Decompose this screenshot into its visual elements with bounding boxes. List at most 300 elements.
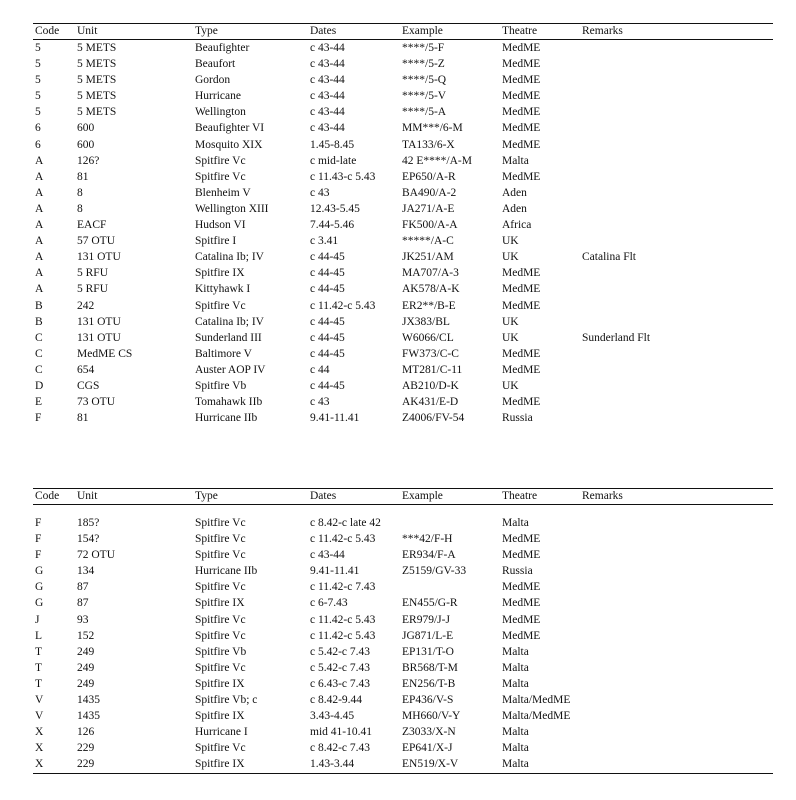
table-row bbox=[33, 88, 773, 104]
cell-type: Spitfire IX bbox=[193, 756, 308, 773]
cell-code: T bbox=[35, 661, 43, 674]
cell-theatre: Malta bbox=[502, 517, 529, 529]
cell-unit: 249 bbox=[77, 677, 95, 690]
cell-remarks bbox=[580, 201, 773, 217]
header-code: Code bbox=[33, 24, 75, 40]
table-row bbox=[33, 628, 773, 644]
cell-dates: c 11.42-c 5.43 bbox=[310, 299, 376, 312]
cell-example: EP131/T-O bbox=[402, 645, 454, 658]
cell-type: Wellington XIII bbox=[195, 202, 269, 215]
cell-code: C bbox=[35, 331, 43, 344]
header-unit: Unit bbox=[75, 24, 193, 40]
cell-example: JA271/A-E bbox=[402, 202, 455, 215]
cell-type: Hurricane I bbox=[195, 726, 248, 739]
cell-code: 6 bbox=[35, 138, 41, 151]
cell-unit: 600 bbox=[77, 138, 95, 151]
cell-remarks bbox=[580, 281, 773, 297]
table-row bbox=[33, 185, 773, 201]
cell-type: Spitfire Vb bbox=[195, 645, 247, 658]
cell-type: Spitfire Vc bbox=[195, 517, 246, 529]
cell-type: Spitfire Vc bbox=[195, 299, 246, 312]
table-row bbox=[33, 394, 773, 410]
cell-theatre: Malta bbox=[502, 742, 529, 755]
cell-example: ****/5-V bbox=[402, 90, 447, 103]
table-row bbox=[33, 298, 773, 314]
table-row bbox=[33, 217, 773, 233]
cell-example: BA490/A-2 bbox=[402, 186, 457, 199]
cell-unit: 93 bbox=[77, 613, 89, 626]
cell-type: Spitfire Vc bbox=[195, 581, 246, 594]
cell-remarks bbox=[580, 579, 773, 595]
cell-code: V bbox=[35, 694, 44, 707]
cell-remarks bbox=[580, 88, 773, 104]
cell-type: Catalina Ib; IV bbox=[195, 251, 264, 264]
cell-theatre: Malta bbox=[502, 677, 529, 690]
cell-example: ****/5-A bbox=[402, 106, 447, 119]
cell-unit: 5 METS bbox=[77, 74, 117, 87]
cell-theatre: Malta/MedME bbox=[502, 694, 571, 707]
cell-code: A bbox=[35, 219, 44, 232]
cell-theatre: MedME bbox=[502, 267, 541, 280]
header-code: Code bbox=[33, 489, 75, 505]
table-row bbox=[33, 563, 773, 579]
cell-code: 6 bbox=[35, 122, 41, 135]
cell-unit: 229 bbox=[77, 742, 95, 755]
cell-example: ER934/F-A bbox=[402, 549, 456, 562]
cell-theatre: Africa bbox=[502, 219, 532, 232]
cell-example: EN455/G-R bbox=[402, 597, 458, 610]
cell-unit: 8 bbox=[77, 202, 83, 215]
cell-theatre: Malta/MedME bbox=[502, 710, 571, 723]
cell-example: FW373/C-C bbox=[402, 347, 459, 360]
cell-type: Spitfire Vc bbox=[195, 533, 246, 546]
cell-theatre: Aden bbox=[502, 202, 527, 215]
cell-type: Spitfire Vc bbox=[195, 629, 246, 642]
cell-dates: 9.41-11.41 bbox=[310, 565, 360, 578]
cell-code: T bbox=[35, 645, 43, 658]
cell-unit: 600 bbox=[77, 122, 95, 135]
header-dates: Dates bbox=[308, 24, 400, 40]
cell-example: EP436/V-S bbox=[402, 694, 454, 707]
cell-unit: 5 RFU bbox=[77, 267, 108, 280]
cell-example: MM***/6-M bbox=[402, 122, 463, 135]
cell-unit: 131 OTU bbox=[77, 331, 121, 344]
cell-code: G bbox=[35, 581, 44, 594]
cell-type: Blenheim V bbox=[195, 186, 251, 199]
cell-example: JG871/L-E bbox=[402, 629, 454, 642]
cell-type: Spitfire IX bbox=[195, 677, 245, 690]
header-example: Example bbox=[400, 24, 500, 40]
cell-example: MT281/C-11 bbox=[402, 363, 463, 376]
cell-type: Baltimore V bbox=[195, 347, 252, 360]
cell-remarks: Catalina Flt bbox=[582, 251, 636, 264]
cell-dates: c 44-45 bbox=[310, 267, 345, 280]
cell-type: Spitfire Vc bbox=[195, 661, 246, 674]
cell-dates: c 43-44 bbox=[310, 106, 345, 119]
cell-remarks bbox=[580, 505, 773, 532]
cell-dates: mid 41-10.41 bbox=[310, 726, 372, 739]
cell-type: Spitfire Vc bbox=[195, 613, 246, 626]
cell-type: Beaufighter VI bbox=[195, 122, 265, 135]
cell-code: F bbox=[35, 549, 42, 562]
cell-code: 5 bbox=[35, 42, 41, 54]
table-row bbox=[33, 692, 773, 708]
cell-dates: c mid-late bbox=[310, 154, 357, 167]
cell-unit: 134 bbox=[77, 565, 95, 578]
cell-theatre: MedME bbox=[502, 106, 541, 119]
table-row bbox=[33, 153, 773, 169]
cell-unit: 5 RFU bbox=[77, 283, 108, 296]
table-row bbox=[33, 56, 773, 72]
cell-remarks: Sunderland Flt bbox=[582, 331, 651, 344]
cell-unit: 131 OTU bbox=[77, 315, 121, 328]
cell-code: E bbox=[35, 396, 43, 409]
cell-code: X bbox=[35, 742, 44, 755]
cell-remarks bbox=[580, 40, 773, 57]
header-type: Type bbox=[193, 24, 308, 40]
table-row bbox=[33, 410, 773, 426]
cell-example: MA707/A-3 bbox=[402, 267, 459, 280]
header-type: Type bbox=[193, 489, 308, 505]
cell-unit: CGS bbox=[77, 379, 100, 392]
cell-example: *****/A-C bbox=[402, 235, 454, 248]
cell-remarks bbox=[580, 740, 773, 756]
table-row bbox=[33, 362, 773, 378]
cell-unit: 81 bbox=[77, 412, 89, 425]
cell-type: Spitfire Vb bbox=[195, 379, 247, 392]
cell-example bbox=[400, 579, 500, 595]
cell-type: Sunderland III bbox=[195, 331, 262, 344]
cell-dates: c 43-44 bbox=[310, 90, 345, 103]
cell-type: Beaufighter bbox=[195, 42, 250, 54]
cell-dates: c 8.42-c 7.43 bbox=[310, 742, 371, 755]
header-remarks: Remarks bbox=[580, 24, 773, 40]
table-row bbox=[33, 547, 773, 563]
cell-dates: c 44-45 bbox=[310, 283, 345, 296]
cell-dates: 7.44-5.46 bbox=[310, 219, 355, 232]
cell-code: A bbox=[35, 235, 44, 248]
cell-type: Spitfire IX bbox=[195, 710, 245, 723]
cell-code: 5 bbox=[35, 74, 41, 87]
cell-example bbox=[400, 505, 500, 532]
header-theatre: Theatre bbox=[500, 24, 580, 40]
cell-type: Spitfire Vb; c bbox=[195, 694, 258, 707]
cell-dates: c 44-45 bbox=[310, 347, 345, 360]
cell-example: JX383/BL bbox=[402, 315, 450, 328]
cell-unit: EACF bbox=[77, 219, 107, 232]
code-table-part-2 bbox=[33, 488, 773, 774]
table-row bbox=[33, 346, 773, 362]
cell-type: Hurricane IIb bbox=[195, 412, 258, 425]
table-row bbox=[33, 756, 773, 773]
cell-example: W6066/CL bbox=[402, 331, 454, 344]
cell-remarks bbox=[580, 217, 773, 233]
cell-dates: c 43 bbox=[310, 396, 330, 409]
cell-dates: c 43-44 bbox=[310, 122, 345, 135]
cell-dates: c 11.42-c 5.43 bbox=[310, 613, 376, 626]
cell-dates: 1.43-3.44 bbox=[308, 756, 400, 773]
table-row bbox=[33, 676, 773, 692]
cell-dates: 3.43-4.45 bbox=[310, 710, 355, 723]
cell-unit: 72 OTU bbox=[77, 549, 116, 562]
cell-remarks bbox=[580, 410, 773, 426]
table-row bbox=[33, 120, 773, 136]
table-row bbox=[33, 169, 773, 185]
cell-remarks bbox=[580, 298, 773, 314]
cell-remarks bbox=[580, 644, 773, 660]
cell-remarks bbox=[580, 56, 773, 72]
cell-code: A bbox=[35, 267, 44, 280]
cell-theatre: MedME bbox=[502, 347, 541, 360]
cell-remarks bbox=[580, 547, 773, 563]
cell-code: D bbox=[35, 379, 44, 392]
cell-code: T bbox=[35, 677, 43, 690]
table-header bbox=[33, 489, 773, 505]
table-row bbox=[33, 644, 773, 660]
cell-theatre: Aden bbox=[502, 186, 527, 199]
cell-theatre: MedME bbox=[502, 629, 541, 642]
cell-example: BR568/T-M bbox=[402, 661, 458, 674]
cell-type: Kittyhawk I bbox=[195, 283, 251, 296]
cell-dates: c 6.43-c 7.43 bbox=[310, 677, 371, 690]
cell-remarks bbox=[580, 692, 773, 708]
table-row bbox=[33, 72, 773, 88]
cell-example: EN256/T-B bbox=[402, 677, 456, 690]
table-row bbox=[33, 595, 773, 611]
cell-theatre: Malta bbox=[502, 645, 529, 658]
cell-unit: 87 bbox=[77, 597, 89, 610]
cell-code: X bbox=[35, 726, 44, 739]
table-row bbox=[33, 378, 773, 394]
cell-type: Spitfire IX bbox=[195, 597, 245, 610]
table-row bbox=[33, 579, 773, 595]
cell-example: EN519/X-V bbox=[400, 756, 500, 773]
cell-dates: 12.43-5.45 bbox=[310, 202, 360, 215]
cell-code: C bbox=[35, 347, 43, 360]
cell-remarks bbox=[580, 169, 773, 185]
cell-type: Beaufort bbox=[195, 58, 236, 71]
cell-dates: c 5.42-c 7.43 bbox=[310, 645, 371, 658]
cell-example: EP650/A-R bbox=[402, 170, 456, 183]
cell-code: A bbox=[35, 251, 44, 264]
cell-unit: 126 bbox=[77, 726, 95, 739]
cell-code: 5 bbox=[35, 58, 41, 71]
cell-code: B bbox=[35, 315, 43, 328]
table-row bbox=[33, 531, 773, 547]
cell-type: Spitfire I bbox=[195, 235, 237, 248]
cell-remarks bbox=[580, 314, 773, 330]
cell-code: C bbox=[35, 363, 43, 376]
cell-remarks bbox=[580, 346, 773, 362]
table-row bbox=[33, 233, 773, 249]
cell-unit: 131 OTU bbox=[77, 251, 121, 264]
cell-theatre: MedME bbox=[502, 581, 541, 594]
cell-theatre: MedME bbox=[502, 122, 541, 135]
cell-type: Catalina Ib; IV bbox=[195, 315, 264, 328]
cell-unit: 1435 bbox=[77, 710, 100, 723]
cell-code: J bbox=[35, 613, 40, 626]
header-dates: Dates bbox=[308, 489, 400, 505]
cell-theatre: MedME bbox=[502, 396, 541, 409]
cell-type: Auster AOP IV bbox=[195, 363, 266, 376]
cell-theatre: MedME bbox=[502, 597, 541, 610]
cell-theatre: MedME bbox=[502, 58, 541, 71]
cell-dates: c 43 bbox=[310, 186, 330, 199]
cell-theatre: UK bbox=[502, 235, 519, 248]
cell-code: B bbox=[35, 299, 43, 312]
cell-theatre: Malta bbox=[502, 726, 529, 739]
cell-theatre: MedME bbox=[502, 90, 541, 103]
cell-example: ****/5-F bbox=[402, 42, 445, 54]
cell-example: AK431/E-D bbox=[402, 396, 459, 409]
cell-unit: 249 bbox=[77, 661, 95, 674]
cell-remarks bbox=[580, 563, 773, 579]
table-row bbox=[33, 201, 773, 217]
cell-theatre: MedME bbox=[502, 613, 541, 626]
cell-unit: 73 OTU bbox=[77, 396, 116, 409]
cell-unit: 1435 bbox=[77, 694, 100, 707]
table-row bbox=[33, 724, 773, 740]
cell-dates: c 11.42-c 5.43 bbox=[310, 629, 376, 642]
cell-dates: c 6-7.43 bbox=[310, 597, 348, 610]
cell-remarks bbox=[580, 233, 773, 249]
cell-code: A bbox=[35, 283, 44, 296]
cell-theatre: UK bbox=[502, 379, 519, 392]
cell-theatre: UK bbox=[502, 331, 519, 344]
cell-example: Z5159/GV-33 bbox=[402, 565, 467, 578]
cell-dates: c 8.42-9.44 bbox=[310, 694, 363, 707]
cell-type: Hurricane bbox=[195, 90, 241, 103]
cell-type: Tomahawk IIb bbox=[195, 396, 263, 409]
cell-dates: 9.41-11.41 bbox=[310, 412, 360, 425]
cell-theatre: MedME bbox=[502, 170, 541, 183]
cell-remarks bbox=[580, 394, 773, 410]
cell-example: TA133/6-X bbox=[402, 138, 455, 151]
cell-example: Z4006/FV-54 bbox=[402, 412, 465, 425]
cell-dates: c 44 bbox=[310, 363, 330, 376]
header-unit: Unit bbox=[75, 489, 193, 505]
cell-unit: 5 METS bbox=[77, 58, 117, 71]
cell-example: ***42/F-H bbox=[402, 533, 453, 546]
cell-code: F bbox=[35, 517, 42, 529]
cell-remarks bbox=[580, 362, 773, 378]
cell-theatre: Malta bbox=[502, 154, 529, 167]
cell-code: G bbox=[35, 565, 44, 578]
cell-remarks bbox=[580, 756, 773, 773]
cell-dates: c 44-45 bbox=[310, 331, 345, 344]
table-row bbox=[33, 314, 773, 330]
cell-code: V bbox=[35, 710, 44, 723]
cell-theatre: Russia bbox=[502, 412, 533, 425]
cell-unit: 654 bbox=[77, 363, 95, 376]
cell-theatre: MedME bbox=[502, 74, 541, 87]
cell-theatre: MedME bbox=[502, 42, 541, 54]
cell-dates: c 43-44 bbox=[310, 549, 345, 562]
cell-code: A bbox=[35, 154, 44, 167]
code-table-part-1 bbox=[33, 23, 773, 426]
cell-dates: c 11.43-c 5.43 bbox=[310, 170, 376, 183]
cell-theatre: MedME bbox=[502, 299, 541, 312]
cell-theatre: MedME bbox=[502, 549, 541, 562]
cell-code: X bbox=[33, 756, 75, 773]
cell-remarks bbox=[580, 531, 773, 547]
cell-remarks bbox=[580, 595, 773, 611]
cell-dates: c 44-45 bbox=[310, 251, 345, 264]
table-header bbox=[33, 24, 773, 40]
cell-unit: 5 METS bbox=[77, 106, 117, 119]
cell-remarks bbox=[580, 185, 773, 201]
cell-unit: 152 bbox=[77, 629, 95, 642]
table-row bbox=[33, 40, 773, 57]
cell-example: 42 E****/A-M bbox=[402, 154, 472, 167]
cell-unit: 8 bbox=[77, 186, 83, 199]
cell-type: Spitfire Vc bbox=[195, 549, 246, 562]
cell-unit: 57 OTU bbox=[77, 235, 116, 248]
cell-dates: c 43-44 bbox=[310, 74, 345, 87]
table-row bbox=[33, 740, 773, 756]
cell-dates: c 11.42-c 7.43 bbox=[310, 581, 376, 594]
cell-type: Hurricane IIb bbox=[195, 565, 258, 578]
cell-code: F bbox=[35, 412, 42, 425]
cell-unit: 5 METS bbox=[77, 90, 117, 103]
cell-example: ****/5-Z bbox=[402, 58, 445, 71]
cell-remarks bbox=[580, 120, 773, 136]
cell-remarks bbox=[580, 612, 773, 628]
cell-code: G bbox=[35, 597, 44, 610]
cell-remarks bbox=[580, 628, 773, 644]
cell-remarks bbox=[580, 660, 773, 676]
table-row bbox=[33, 612, 773, 628]
cell-type: Hudson VI bbox=[195, 219, 246, 232]
cell-type: Wellington bbox=[195, 106, 246, 119]
cell-code: L bbox=[35, 629, 43, 642]
cell-example: ****/5-Q bbox=[402, 74, 447, 87]
cell-example: MH660/V-Y bbox=[402, 710, 461, 723]
cell-theatre: UK bbox=[502, 251, 519, 264]
cell-dates: c 11.42-c 5.43 bbox=[310, 533, 376, 546]
table-row bbox=[33, 660, 773, 676]
cell-remarks bbox=[580, 708, 773, 724]
cell-unit: 154? bbox=[77, 533, 100, 546]
table-row bbox=[33, 281, 773, 297]
cell-example: Z3033/X-N bbox=[402, 726, 456, 739]
cell-dates: c 44-45 bbox=[310, 379, 345, 392]
cell-code: 5 bbox=[35, 90, 41, 103]
cell-dates: c 5.42-c 7.43 bbox=[310, 661, 371, 674]
cell-dates: 1.45-8.45 bbox=[310, 138, 355, 151]
cell-remarks bbox=[580, 724, 773, 740]
cell-unit: 185? bbox=[77, 517, 100, 529]
cell-example: AK578/A-K bbox=[402, 283, 460, 296]
cell-remarks bbox=[580, 153, 773, 169]
cell-example: AB210/D-K bbox=[402, 379, 459, 392]
cell-type: Spitfire Vc bbox=[195, 170, 246, 183]
cell-type: Spitfire Vc bbox=[195, 742, 246, 755]
table-row bbox=[33, 505, 773, 532]
cell-theatre: MedME bbox=[502, 283, 541, 296]
table-row bbox=[33, 104, 773, 120]
cell-theatre: Russia bbox=[502, 565, 533, 578]
cell-unit: 242 bbox=[77, 299, 95, 312]
cell-remarks bbox=[580, 104, 773, 120]
cell-remarks bbox=[580, 137, 773, 153]
cell-code: A bbox=[35, 186, 44, 199]
cell-example: FK500/A-A bbox=[402, 219, 458, 232]
cell-example: ER979/J-J bbox=[402, 613, 450, 626]
cell-theatre: Malta bbox=[500, 756, 580, 773]
cell-code: 5 bbox=[35, 106, 41, 119]
cell-remarks bbox=[580, 265, 773, 281]
